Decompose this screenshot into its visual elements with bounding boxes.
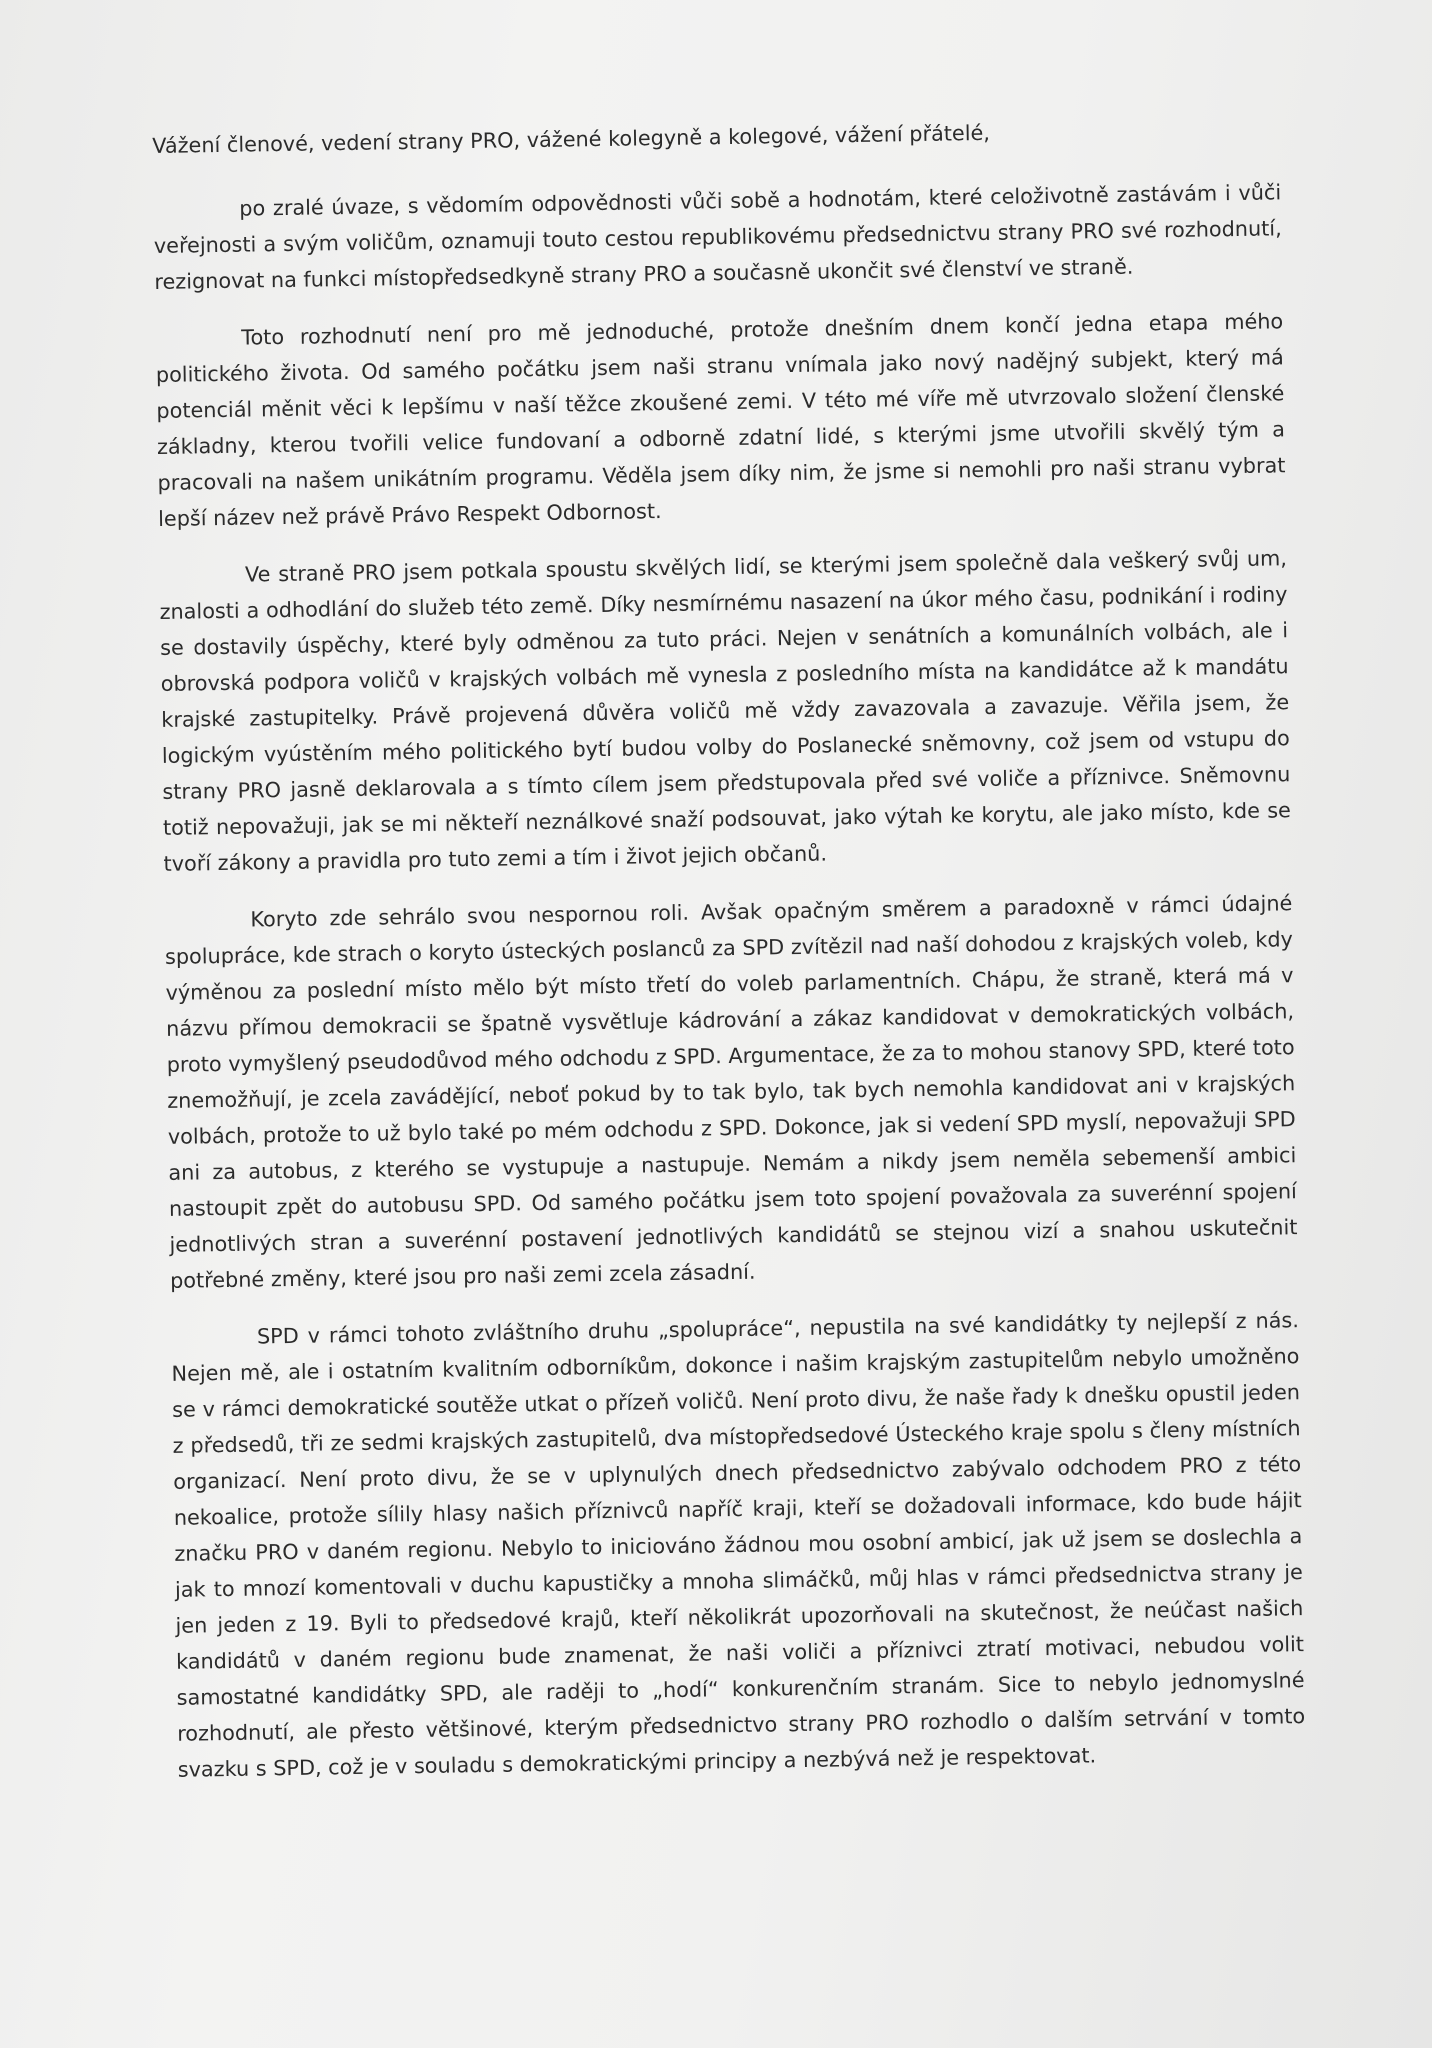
letter-body	[152, 110, 1306, 1809]
paragraph-spd-cooperation: Koryto zde sehrálo svou nespornou roli. Avšak opačným směrem a paradoxně v rámci údajné spolupráce, kde strach o koryto ústeckých poslanců za SPD zvítězil nad naší dohodou z krajských voleb, kdy výměnou za poslední místo mělo být místo třetí do voleb parlamentních. Chápu, že straně, která má v názvu přímou demokracii se špatně vysvětluje kádrování a zákaz kandidovat v demokratických volbách, proto vymyšlený pseudodůvod mého odchodu z SPD. Argumentace, že za to mohou stanovy SPD, které toto znemožňují, je zcela zavádějící, neboť pokud by to tak bylo, tak bych nemohla kandidovat ani v krajských volbách, protože to už bylo také po mém odchodu z SPD. Dokonce, jak si vedení SPD myslí, nepovažuji SPD ani za autobus, z kterého se vystupuje a nastupuje. Nemám a nikdy jsem neměla sebemenší ambici nastoupit zpět do autobusu SPD. Od samého počátku jsem toto spojení považovala za suverénní spojení jednotlivých stran a suverénní postavení jednotlivých kandidátů se stejnou vizí a snahou uskutečnit potřebné změny, které jsou pro naši zemi zcela zásadní.	[164, 891, 1298, 1293]
paragraph-candidate-lists: SPD v rámci tohoto zvláštního druhu „spolupráce“, nepustila na své kandidátky ty nejlepší z nás. Nejen mě, ale i ostatním kvalitním odborníkům, dokonce i našim krajským zastupitelům nebylo umožněno se v rámci demokratické soutěže utkat o přízeň voličů. Není proto divu, že naše řady k dnešku opustil jeden z předsedů, tři ze sedmi krajských zastupitelů, dva místopředsedové Ústeckého kraje spolu s členy místních organizací. Není proto divu, že se v uplynulých dnech předsednictvo zabývalo odchodem PRO z této nekoalice, protože sílily hlasy našich příznivců napříč kraji, kteří se dožadovali informace, kdo bude hájit značku PRO v daném regionu. Nebylo to iniciováno žádnou mou osobní ambicí, jak už jsem se doslechla a jak to mnozí komentovali v duchu kapustičky a mnoha slimáčků, můj hlas v rámci předsednictva strany je jen jeden z 19. Byli to předsedové krajů, kteří několikrát upozorňovali na skutečnost, že neúčast našich kandidátů v daném regionu bude znamenat, že naši voliči a příznivci ztratí motivaci, nebudou volit samostatné kandidátky SPD, ale raději to „hodí“ konkurenčním stranám. Sice to nebylo jednomyslné rozhodnutí, ale přesto většinové, kterým předsednictvo strany PRO rozhodlo o dalším setrvání v tomto svazku s SPD, což je v souladu s demokratickými principy a nezbývá než je respektovat.	[171, 1308, 1306, 1782]
paragraph-achievements: Ve straně PRO jsem potkala spoustu skvělých lidí, se kterými jsem společně dala veškerý svůj um, znalosti a odhodlání do služeb této země. Díky nesmírnému nasazení na úkor mého času, podnikání i rodiny se dostavily úspěchy, které byly odměnou za tuto práci. Nejen v senátních a komunálních volbách, ale i obrovská podpora voličů v krajských volbách mě vynesla z posledního místa na kandidátce až k mandátu krajské zastupitelky. Právě projevená důvěra voličů mě vždy zavazovala a zavazuje. Věřila jsem, že logickým vyústěním mého politického bytí budou volby do Poslanecké sněmovny, což jsem od vstupu do strany PRO jasně deklarovala a s tímto cílem jsem předstupovala před své voliče a příznivce. Sněmovnu totiž nepovažuji, jak se mi někteří neználkové snaží podsouvat, jako výtah ke korytu, ale jako místo, kde se tvoří zákony a pravidla pro tuto zemi a tím i život jejich občanů.	[159, 546, 1292, 876]
paragraph-decision: Toto rozhodnutí není pro mě jednoduché, protože dnešním dnem končí jedna etapa mého politického života. Od samého počátku jsem naši stranu vnímala jako nový nadějný subjekt, který má potenciál měnit věci k lepšímu v naší těžce zkoušené zemi. V této mé víře mě utvrzovalo složení členské základny, kterou tvořili velice fundovaní a odborně zdatní lidé, s kterými jsme utvořili skvělý tým a pracovali na našem unikátním programu. Věděla jsem díky nim, že jsme si nemohli pro naši stranu vybrat lepší název než právě Právo Respekt Odbornost.	[155, 309, 1286, 531]
paragraph-resignation: po zralé úvaze, s vědomím odpovědnosti vůči sobě a hodnotám, které celoživotně zastávám i vůči veřejnosti a svým voličům, oznamuji touto cestou republikovému předsednictvu strany PRO své rozhodnutí, rezignovat na funkci místopředsedkyně strany PRO a současně ukončit své členství ve straně.	[153, 180, 1282, 294]
salutation: Vážení členové, vedení strany PRO, vážené kolegyně a kolegové, vážení přátelé,	[152, 120, 991, 158]
